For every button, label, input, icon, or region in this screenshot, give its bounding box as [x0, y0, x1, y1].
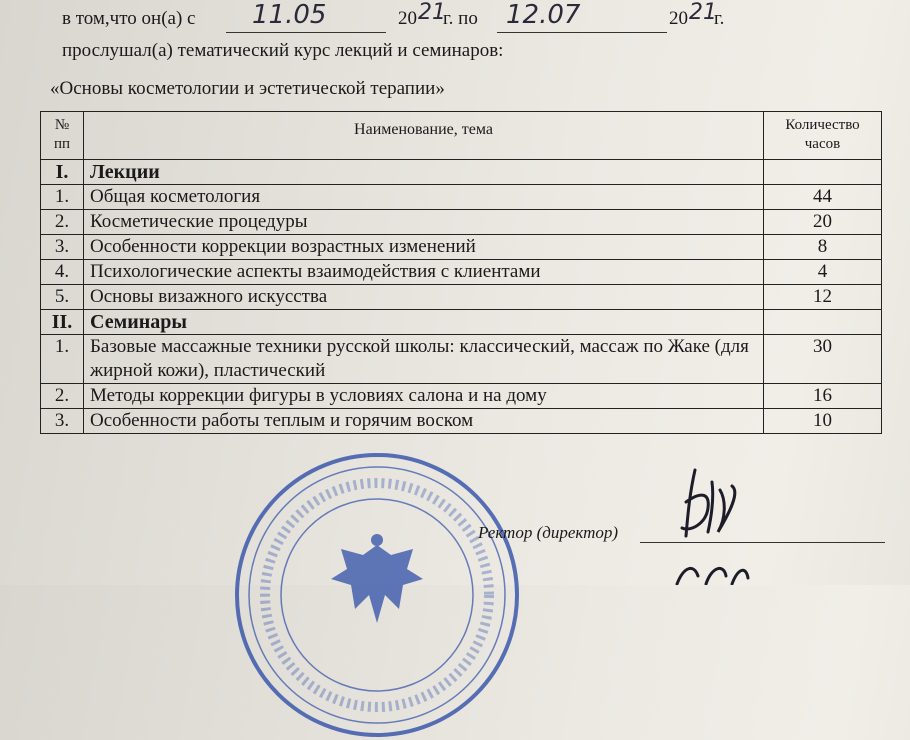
row-name: Психологические аспекты взаимодействия с клиентами	[84, 260, 764, 285]
row-hours: 44	[764, 185, 882, 210]
section-title: Семинары	[84, 310, 764, 335]
header-hours: Количество часов	[764, 112, 882, 160]
row-name: Базовые массажные техники русской школы: классический, массаж по Жаке (для жирной кожи), пластический	[84, 335, 764, 384]
row-num: 5.	[41, 285, 84, 310]
row-hours: 30	[764, 335, 882, 384]
section-hours	[764, 310, 882, 335]
row-name: Особенности коррекции возрастных изменений	[84, 235, 764, 260]
section-title: Лекции	[84, 160, 764, 185]
year-to-handwritten: 21	[689, 0, 717, 25]
row-num: 3.	[41, 235, 84, 260]
curriculum-table	[40, 111, 882, 434]
row-hours: 12	[764, 285, 882, 310]
year-from-prefix: 20	[398, 8, 417, 29]
table-row	[41, 260, 882, 285]
signature-label: Ректор (директор)	[478, 523, 619, 542]
row-hours: 8	[764, 235, 882, 260]
signature-underline	[640, 542, 885, 543]
text-course-intro: прослушал(а) тематический курс лекций и семинаров:	[62, 40, 504, 61]
header-num: № пп	[41, 112, 84, 160]
row-num: 3.	[41, 409, 84, 434]
section-num: I.	[41, 160, 84, 185]
row-hours: 10	[764, 409, 882, 434]
table-row	[41, 185, 882, 210]
table-row	[41, 210, 882, 235]
table-row	[41, 409, 882, 434]
course-title: «Основы косметологии и эстетической терапии»	[50, 78, 445, 99]
row-hours: 4	[764, 260, 882, 285]
row-name: Методы коррекции фигуры в условиях салона и на дому	[84, 384, 764, 409]
year-from-suffix: г. по	[443, 8, 478, 29]
handwritten-signature	[660, 462, 750, 542]
handwritten-signature-partial	[672, 560, 752, 585]
text-period-prefix: в том,что он(а) с	[62, 8, 196, 29]
row-name: Общая косметология	[84, 185, 764, 210]
table-row	[41, 285, 882, 310]
row-hours: 20	[764, 210, 882, 235]
row-num: 1.	[41, 335, 84, 384]
official-seal-stamp	[232, 450, 522, 740]
table-row	[41, 235, 882, 260]
date-from-underline	[226, 32, 386, 33]
row-num: 1.	[41, 185, 84, 210]
table-row	[41, 335, 882, 384]
year-from-handwritten: 21	[418, 0, 446, 25]
table-header-row	[41, 112, 882, 160]
row-num: 2.	[41, 384, 84, 409]
date-to-handwritten: 12.07	[506, 0, 581, 30]
row-name: Особенности работы теплым и горячим воском	[84, 409, 764, 434]
year-to-suffix: г.	[714, 8, 725, 29]
table-row	[41, 384, 882, 409]
section-hours	[764, 160, 882, 185]
row-name: Основы визажного искусства	[84, 285, 764, 310]
section-row-lectures	[41, 160, 882, 185]
row-hours: 16	[764, 384, 882, 409]
date-to-underline	[497, 32, 667, 33]
section-row-seminars	[41, 310, 882, 335]
section-num: II.	[41, 310, 84, 335]
row-name: Косметические процедуры	[84, 210, 764, 235]
date-from-handwritten: 11.05	[252, 0, 327, 30]
header-name: Наименование, тема	[84, 112, 764, 160]
row-num: 4.	[41, 260, 84, 285]
year-to-prefix: 20	[669, 8, 688, 29]
row-num: 2.	[41, 210, 84, 235]
